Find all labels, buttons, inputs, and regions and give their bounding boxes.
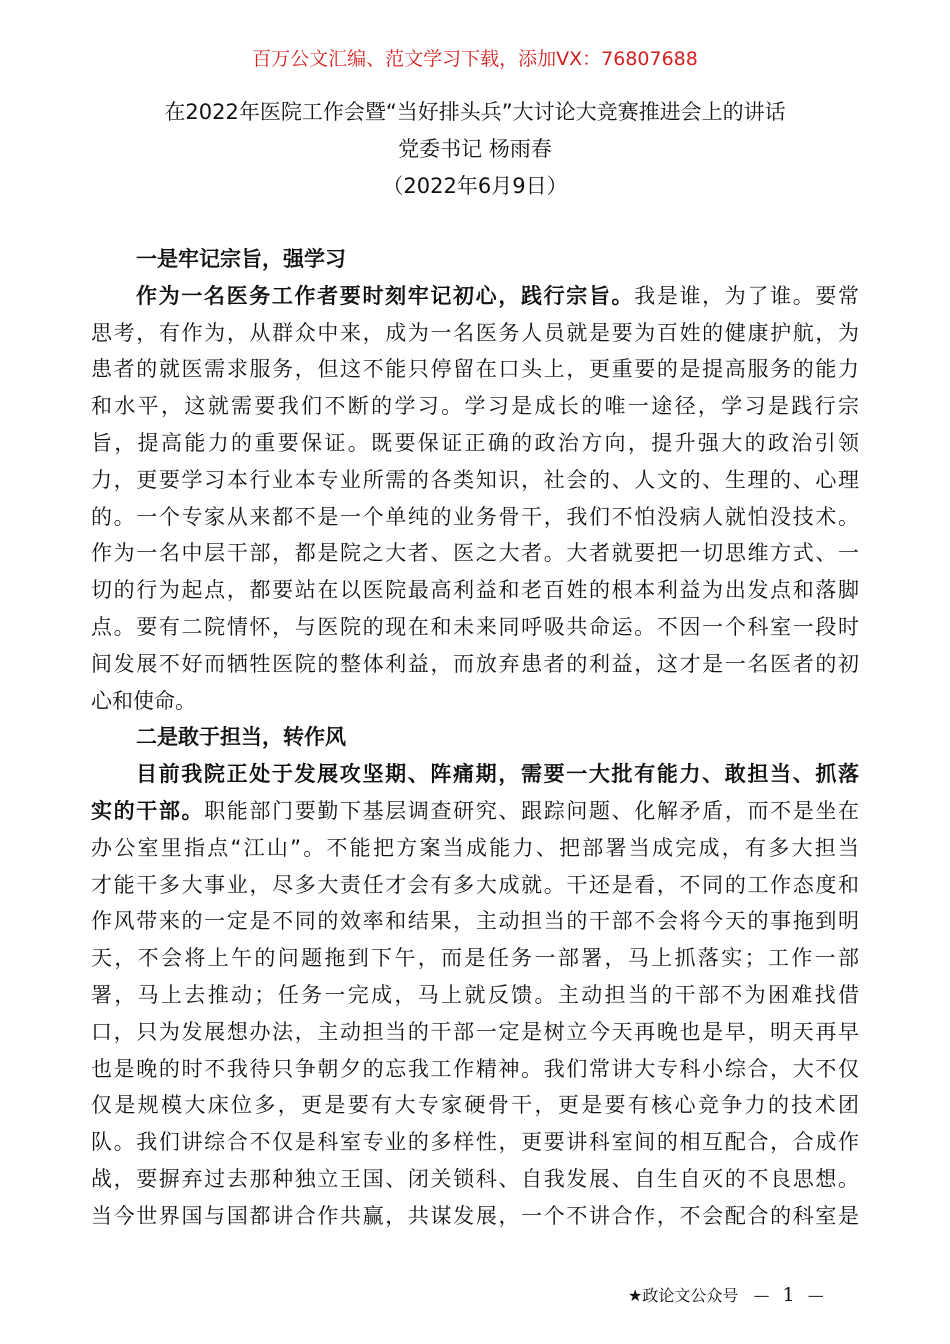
section-heading: [91, 241, 859, 278]
paragraph-line: [91, 1014, 859, 1051]
line-text: 办公室里指点“江山”。不能把方案当成能力、把部署当成完成，有多大担当: [91, 835, 859, 860]
paragraph-line: [91, 756, 859, 793]
paragraph-line: [91, 940, 859, 977]
paragraph-line: [91, 793, 859, 830]
paragraph-line: [91, 278, 859, 315]
paragraph-line: [91, 609, 859, 646]
line-text: 作风带来的一定是不同的效率和结果，主动担当的干部不会将今天的事拖到明: [91, 909, 859, 934]
page-footer: [628, 1282, 824, 1309]
bold-lead-text: 作为一名医务工作者要时刻牢记初心，践行宗旨。: [136, 283, 635, 308]
line-text: 队。我们讲综合不仅是科室专业的多样性，更要讲科室间的相互配合，合成作: [91, 1130, 859, 1155]
paragraph-line: [91, 351, 859, 388]
line-text: 也是晚的时不我待只争朝夕的忘我工作精神。我们常讲大专科小综合，大不仅: [91, 1056, 859, 1081]
line-text: 间发展不好而牺牲医院的整体利益，而放弃患者的利益，这才是一名医者的初: [91, 651, 859, 676]
section-heading: [91, 719, 859, 756]
document-title: 在2022年医院工作会暨“当好排头兵”大讨论大竞赛推进会上的讲话: [164, 100, 786, 124]
paragraph-line: [91, 1051, 859, 1088]
paragraph-line: [91, 683, 859, 720]
line-text: 才能干多大事业，尽多大责任才会有多大成就。干还是看，不同的工作态度和: [91, 872, 859, 897]
author-line: 党委书记 杨雨春: [398, 137, 552, 161]
paragraph-line: [91, 535, 859, 572]
page-number: 1: [782, 1284, 795, 1306]
paragraph-line: [91, 315, 859, 352]
footer-dash-left: —: [753, 1286, 770, 1305]
footer-source: ★政论文公众号: [628, 1286, 739, 1305]
paragraph-line: [91, 867, 859, 904]
line-text: 天，不会将上午的问题拖到下午，而是任务一部署，马上抓落实；工作一部: [91, 946, 859, 971]
line-text: 力，更要学习本行业本专业所需的各类知识，社会的、人文的、生理的、心理: [91, 467, 859, 492]
line-text: 的。一个专家从来都不是一个单纯的业务骨干，我们不怕没病人就怕没技术。: [91, 504, 859, 529]
line-text: 战，要摒弃过去那种独立王国、闭关锁科、自我发展、自生自灭的不良思想。: [91, 1166, 859, 1191]
line-text: 口，只为发展想办法，主动担当的干部一定是树立今天再晚也是早，明天再早: [91, 1019, 859, 1044]
paragraph-line: [91, 646, 859, 683]
line-text: 旨，提高能力的重要保证。既要保证正确的政治方向，提升强大的政治引领: [91, 430, 859, 455]
document-body: [91, 241, 859, 1235]
line-text: 我是谁，为了谁。要常: [634, 283, 860, 308]
date-line: （2022年6月9日）: [382, 174, 568, 198]
line-text: 心和使命。: [91, 688, 196, 713]
line-text: 二是敢于担当，转作风: [136, 725, 346, 750]
paragraph-line: [91, 830, 859, 867]
line-text: 一是牢记宗旨，强学习: [136, 247, 346, 271]
line-text: 患者的就医需求服务，但这不能只停留在口头上，更重要的是提高服务的能力: [91, 357, 859, 382]
bold-lead-text: 实的干部。: [91, 798, 205, 823]
footer-dash-right: —: [807, 1286, 824, 1305]
paragraph-line: [91, 425, 859, 462]
paragraph-line: [91, 499, 859, 536]
line-text: 仅是规模大床位多，更是要有大专家硬骨干，更是要有核心竞争力的技术团: [91, 1093, 859, 1118]
paragraph-line: [91, 1124, 859, 1161]
paragraph-line: [91, 1198, 859, 1235]
paragraph-line: [91, 1087, 859, 1124]
paragraph-line: [91, 462, 859, 499]
paragraph-line: [91, 1161, 859, 1198]
line-text: 思考，有作为，从群众中来，成为一名医务人员就是要为百姓的健康护航，为: [91, 320, 859, 345]
line-text: 切的行为起点，都要站在以医院最高利益和老百姓的根本利益为出发点和落脚: [91, 578, 859, 603]
paragraph-line: [91, 572, 859, 609]
paragraph-line: [91, 388, 859, 425]
line-text: 职能部门要勤下基层调查研究、跟踪问题、化解矛盾，而不是坐在: [204, 798, 860, 823]
line-text: 作为一名中层干部，都是院之大者、医之大者。大者就要把一切思维方式、一: [91, 541, 859, 566]
line-text: 当今世界国与国都讲合作共赢，共谋发展，一个不讲合作，不会配合的科室是: [91, 1203, 859, 1228]
line-text: 点。要有二院情怀，与医院的现在和未来同呼吸共命运。不因一个科室一段时: [91, 614, 859, 639]
line-text: 署，马上去推动；任务一完成，马上就反馈。主动担当的干部不为困难找借: [91, 982, 859, 1007]
paragraph-line: [91, 977, 859, 1014]
bold-lead-text: 目前我院正处于发展攻坚期、阵痛期，需要一大批有能力、敢担当、抓落: [136, 762, 859, 787]
paragraph-line: [91, 903, 859, 940]
download-banner: 百万公文汇编、范文学习下载，添加VX：76807688: [252, 48, 698, 70]
line-text: 和水平，这就需要我们不断的学习。学习是成长的唯一途径，学习是践行宗: [91, 394, 859, 419]
